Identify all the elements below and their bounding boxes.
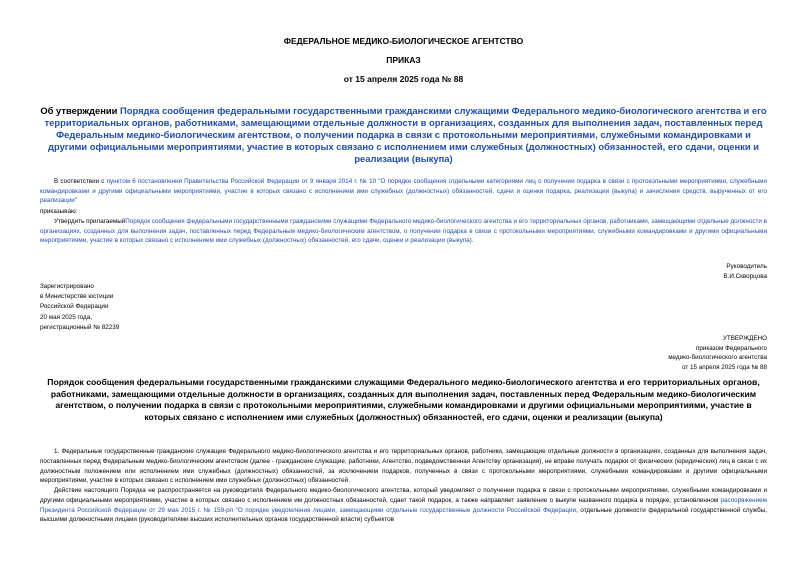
approved-line: УТВЕРЖДЕНО	[722, 335, 767, 342]
approved-line: приказом Федерального	[695, 344, 767, 352]
preamble-link[interactable]: пунктом 6 постановления Правительства Российской Федерации от 9 января 2014 г. № 10 "О порядке сообщения отдельными категориями лиц о получении подарка в связи с протокольными мероприятиями, служебными командировками и другими официальными мероприятиями, участие в которых связано с исполнением ими служебных (должностных) обязанностей, сдачи и оценки подарка, реализации (выкупа) и зачисления средств, вырученных от его реализации"	[40, 178, 768, 205]
order-title-link[interactable]: Порядка сообщения федеральными государственными гражданскими служащими Федерального медико-биологического агентства и его территориальных органов, работниками, замещающими отдельные должности в организациях, созданных для выполнения задач, поставленных перед Федеральным медико-биологическим агентством, о получении подарка в связи с протокольными мероприятиями, служебными командировками и другими официальными мероприятиями, участие в которых связано с исполнением ими служебных (должностных) обязанностей, его сдачи, оценки и реализации (выкупа)	[44, 105, 767, 164]
body-text: 1. Федеральные государственные гражданские служащие Федерального медико-биологического агентства и его территориальных органов, работники, замещающие отдельные должности в организациях, созданных для выполнения задач, поставленных перед Федеральным медико-биологическим агентством (далее - гражданские служащие, работники, Агентство, подведомственная Агентству организация), не вправе получать подарки от физических (юридических) лиц в связи с их должностным положением или исполнением ими служебных (должностных) обязанностей, за исключением подарков, полученных в связи с протокольными мероприятиями, служебными командировками и другими официальными мероприятиями, участие в которых связано с исполнением ими служебных (должностных) обязанностей.	[40, 448, 767, 485]
doc-type: ПРИКАЗ	[386, 55, 421, 65]
preamble-paragraph	[40, 177, 767, 206]
procedure-title: Порядок сообщения федеральными государственными гражданскими служащими Федерального медико-биологического агентства и его территориальных органов, работниками, замещающими отдельные должности в организациях, созданных для выполнения задач, поставленных перед Федеральным медико-биологическим агентством, о получении подарка в связи с протокольными мероприятиями, служебными командировками и другими официальными мероприятиями, участие в которых связано с исполнением ими служебных (должностных) обязанностей, его сдачи, оценки и реализации (выкупа)	[47, 377, 760, 422]
approved-block	[668, 334, 767, 372]
approved-line: от 15 апреля 2025 года № 88	[681, 363, 767, 371]
signature-role: Руководитель	[726, 263, 767, 270]
approved-line: медико-биологического агентства	[668, 354, 767, 362]
approve-link[interactable]: Порядок сообщения федеральными государственными гражданскими служащими Федерального медико-биологического агентства и его территориальных органов, работниками, замещающими отдельные должности в организациях, созданных для выполнения задач, поставленных перед Федеральным медико-биологическим агентством, о получении подарка в связи с протокольными мероприятиями, служебными командировками и другими официальными мероприятиями, участие в которых связано с исполнением ими служебных (должностных) обязанностей, его сдачи, оценки и реализации (выкупа).	[40, 218, 767, 245]
order-title	[40, 105, 767, 165]
body-link[interactable]: распоряжением Президента Российской Федерации от 29 мая 2015 г. № 159-рп "О порядке уведомления лицами, замещающими отдельные государственные должности Российской Федерации	[40, 496, 767, 514]
registration-block	[40, 282, 119, 333]
registration-line: 20 мая 2025 года,	[40, 313, 92, 321]
registration-line: Зарегистрировано	[40, 283, 94, 290]
body-text: Действие настоящего Порядка не распространяется на руководителя Федерального медико-биологического агентства, который уведомляет о получении подарка в связи с протокольными мероприятиями, служебными командировками и другими официальными мероприятиями, участие в которых связано с исполнением им должностных обязанностей, сдает такой подарок, а также направляет заявление о выкупе названного подарка в порядке, установленном	[40, 487, 767, 504]
approve-paragraph	[40, 217, 767, 246]
registration-line: в Министерстве юстиции	[40, 293, 114, 301]
agency-name: ФЕДЕРАЛЬНОЕ МЕДИКО-БИОЛОГИЧЕСКОЕ АГЕНТСТВО	[283, 36, 524, 46]
approve-text: Утвердить прилагаемый	[54, 218, 126, 225]
signature-block	[723, 262, 767, 281]
signature-name: В.И.Скворцова	[723, 272, 767, 280]
doc-date-number: от 15 апреля 2025 года № 88	[343, 74, 464, 84]
order-verb: приказываю:	[40, 208, 78, 215]
body-text: , отдельные должности федеральной государственной службы, высшими должностными лицами (руководителями высших исполнительных органов государственной власти) субъектов	[40, 506, 767, 524]
preamble-text: В соответствии с	[54, 178, 107, 185]
registration-line: регистрационный № 82239	[40, 323, 120, 331]
body-paragraph-1	[40, 447, 767, 486]
order-title-prefix: Об утверждении	[40, 105, 121, 116]
registration-line: Российской Федерации	[40, 303, 109, 311]
body-paragraph-2	[40, 486, 767, 525]
